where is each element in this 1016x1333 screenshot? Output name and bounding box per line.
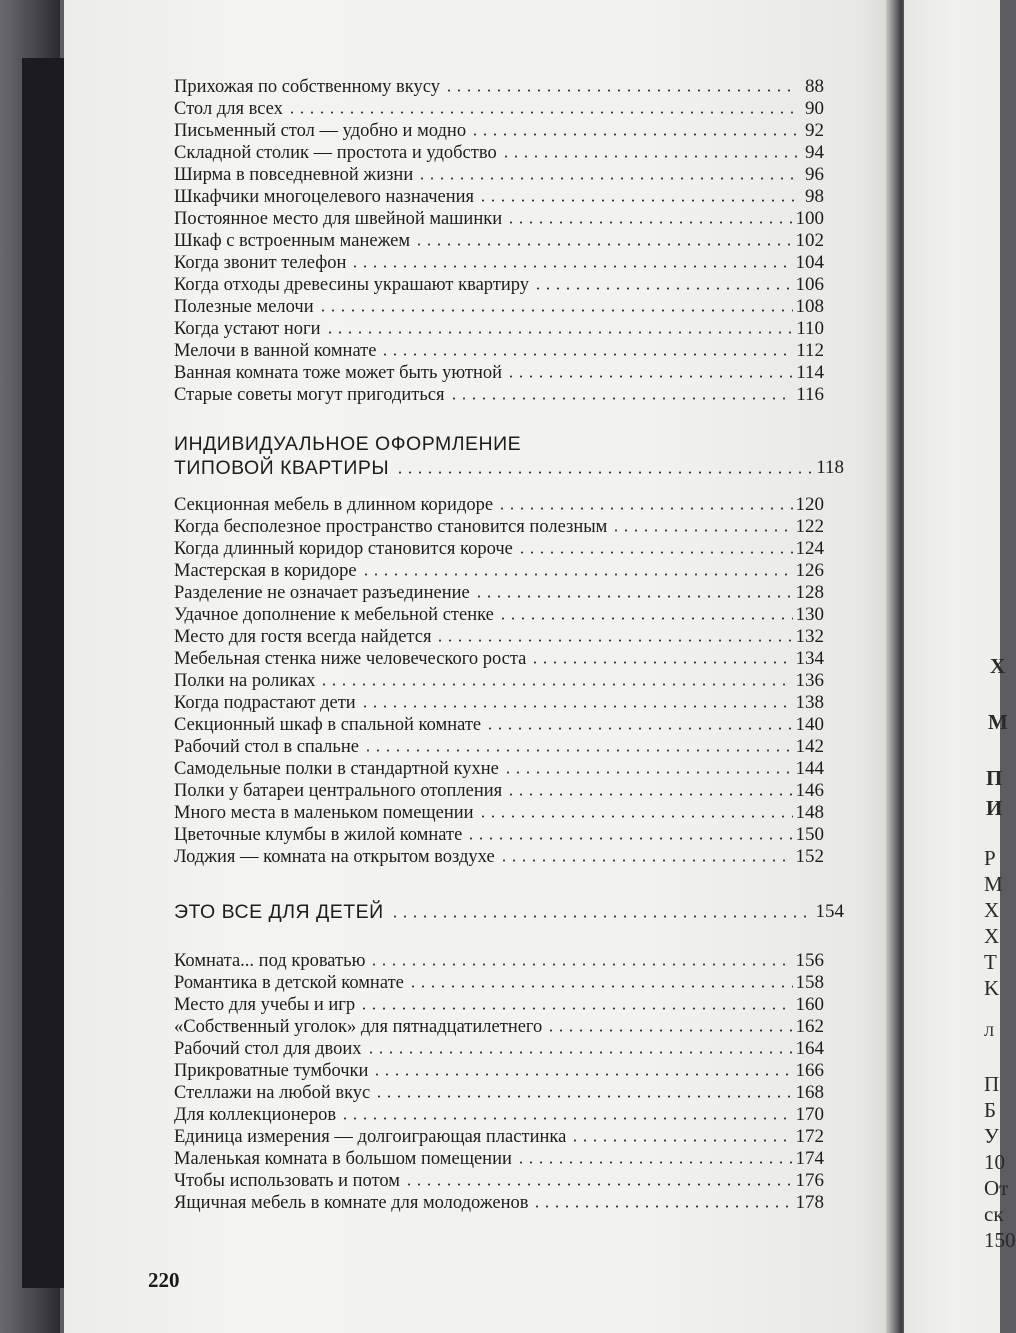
- section-heading-row: [174, 900, 844, 924]
- dot-leader: [287, 111, 797, 114]
- toc-entry-title: Полки на роликах: [174, 671, 316, 691]
- section-heading: ЭТО ВСЕ ДЛЯ ДЕТЕЙ: [174, 901, 384, 923]
- toc-entry-page: 158: [795, 972, 824, 993]
- toc-entry: [174, 780, 824, 802]
- toc-entry-page: 162: [795, 1016, 824, 1037]
- toc-entry-page: 96: [805, 164, 824, 185]
- toc-entry: [174, 972, 824, 994]
- toc-entry: [174, 582, 824, 604]
- right-fragment: От: [984, 1176, 1009, 1200]
- section-heading: ИНДИВИДУАЛЬНОЕ ОФОРМЛЕНИЕ: [174, 433, 522, 455]
- toc-entry-title: Мастерская в коридоре: [174, 561, 357, 581]
- toc-entry-title: Рабочий стол для двоих: [174, 1039, 362, 1059]
- toc-entry-page: 130: [795, 604, 824, 625]
- dot-leader: [506, 375, 793, 378]
- toc-entry-title: Полезные мелочи: [174, 297, 314, 317]
- dot-leader: [611, 529, 792, 532]
- right-fragment: M: [988, 710, 1008, 734]
- dot-leader: [380, 353, 793, 356]
- right-fragment: T: [984, 950, 997, 974]
- toc-entry-page: 112: [796, 340, 824, 361]
- toc-entry-title: Старые советы могут пригодиться: [174, 385, 445, 405]
- toc-entry: [174, 1082, 824, 1104]
- section-page: 154: [815, 901, 844, 922]
- dot-leader: [499, 859, 793, 862]
- section-heading: ТИПОВОЙ КВАРТИРЫ: [174, 457, 390, 479]
- toc-entry-title: Мебельная стенка ниже человеческого роста: [174, 649, 527, 669]
- toc-entry-page: 100: [795, 208, 824, 229]
- toc-entry-title: Ящичная мебель в комнате для молодоженов: [174, 1193, 529, 1213]
- toc-entry-title: Место для гостя всегда найдется: [174, 627, 432, 647]
- toc-entry: [174, 692, 824, 714]
- toc-entry-page: 124: [795, 538, 824, 559]
- toc-entry-page: 172: [795, 1126, 824, 1147]
- right-fragment: X: [990, 654, 1006, 678]
- dot-leader: [570, 1139, 792, 1142]
- dot-leader: [369, 963, 792, 966]
- toc-entry-title: Полки у батареи центрального отопления: [174, 781, 503, 801]
- toc-entry-title: Единица измерения — долгоиграющая пластинка: [174, 1127, 567, 1147]
- toc-entry-title: Удачное дополнение к мебельной стенке: [174, 605, 494, 625]
- dot-leader: [340, 1117, 792, 1120]
- toc-entry-page: 98: [805, 186, 824, 207]
- toc-entry: [174, 230, 824, 252]
- toc-entry-page: 146: [795, 780, 824, 801]
- toc-entry: [174, 208, 824, 230]
- toc-entry: [174, 120, 824, 142]
- toc-entry: [174, 604, 824, 626]
- toc-entry-page: 104: [795, 252, 824, 273]
- toc-entry-page: 132: [795, 626, 824, 647]
- toc-entry-page: 174: [795, 1148, 824, 1169]
- toc-entry: [174, 1016, 824, 1038]
- toc-entry-title: Постоянное место для швейной машинки: [174, 209, 503, 229]
- dot-leader: [506, 221, 792, 224]
- section-page: 118: [816, 457, 844, 478]
- dot-leader: [318, 309, 793, 312]
- section-heading-row: [174, 456, 844, 480]
- toc-entry-page: 144: [795, 758, 824, 779]
- dot-leader: [478, 815, 793, 818]
- dot-leader: [497, 507, 792, 510]
- toc-entry-title: Рабочий стол в спальне: [174, 737, 359, 757]
- toc-entry-page: 134: [795, 648, 824, 669]
- toc-entry-title: Чтобы использовать и потом: [174, 1171, 400, 1191]
- toc-entry-title: Письменный стол — удобно и модно: [174, 121, 467, 141]
- dot-leader: [319, 683, 792, 686]
- toc-entry: [174, 994, 824, 1016]
- toc-entry: [174, 1170, 824, 1192]
- right-fragment: K: [984, 976, 1000, 1000]
- toc-entry-page: 166: [795, 1060, 824, 1081]
- toc-entry-title: Когда подрастают дети: [174, 693, 356, 713]
- dot-leader: [466, 837, 792, 840]
- dot-leader: [361, 573, 793, 576]
- page-number: 220: [148, 1268, 180, 1292]
- toc-entry-page: 142: [795, 736, 824, 757]
- toc-entry-title: Маленькая комната в большом помещении: [174, 1149, 512, 1169]
- toc-entry-page: 152: [795, 846, 824, 867]
- toc-entry: [174, 252, 824, 274]
- toc-entry: [174, 736, 824, 758]
- toc-entry-title: Романтика в детской комнате: [174, 973, 404, 993]
- right-fragment: 10: [984, 1150, 1005, 1174]
- toc-entry-title: Лоджия — комната на открытом воздухе: [174, 847, 495, 867]
- toc-entry-page: 168: [795, 1082, 824, 1103]
- toc-entry-page: 94: [805, 142, 824, 163]
- toc-entry-page: 90: [805, 98, 824, 119]
- toc-entry: [174, 296, 824, 318]
- dot-leader: [516, 1161, 793, 1164]
- toc-entry-page: 176: [795, 1170, 824, 1191]
- toc-entry-title: Прикроватные тумбочки: [174, 1061, 369, 1081]
- toc-entry-title: Для коллекционеров: [174, 1105, 337, 1125]
- dot-leader: [532, 1205, 792, 1208]
- toc-entry-page: 108: [795, 296, 824, 317]
- dot-leader: [470, 133, 797, 136]
- dot-leader: [395, 471, 813, 474]
- toc-entry-page: 122: [795, 516, 824, 537]
- toc-entry: [174, 1126, 824, 1148]
- toc-entry: [174, 494, 824, 516]
- toc-entry: [174, 670, 824, 692]
- toc-entry: [174, 824, 824, 846]
- dot-leader: [546, 1029, 792, 1032]
- toc-entry: [174, 362, 824, 384]
- dot-leader: [390, 915, 813, 918]
- toc-entry-page: 164: [795, 1038, 824, 1059]
- dot-leader: [408, 985, 793, 988]
- right-fragment: П: [984, 1072, 1000, 1096]
- toc-entry-page: 136: [795, 670, 824, 691]
- toc-entry: [174, 142, 824, 164]
- dot-leader: [359, 1007, 792, 1010]
- toc-entry: [174, 340, 824, 362]
- toc-entry: [174, 758, 824, 780]
- toc-entry: [174, 1038, 824, 1060]
- dot-leader: [372, 1073, 792, 1076]
- right-fragment: У: [984, 1124, 999, 1148]
- toc-entry: [174, 714, 824, 736]
- toc-entry: [174, 186, 824, 208]
- right-fragment: П: [986, 766, 1003, 790]
- toc-entry-title: Прихожая по собственному вкусу: [174, 77, 440, 97]
- toc-entry-page: 114: [796, 362, 824, 383]
- right-fragment: P: [984, 846, 996, 870]
- dot-leader: [360, 705, 793, 708]
- toc-entry: [174, 384, 824, 406]
- dot-leader: [363, 749, 793, 752]
- toc-entry: [174, 538, 824, 560]
- toc-entry-title: Шкафчики многоцелевого назначения: [174, 187, 475, 207]
- toc-entry: [174, 648, 824, 670]
- toc-entry-title: Стол для всех: [174, 99, 283, 119]
- right-fragment: Б: [984, 1098, 997, 1122]
- toc-entry: [174, 516, 824, 538]
- dot-leader: [417, 177, 797, 180]
- toc-entry-title: Ширма в повседневной жизни: [174, 165, 414, 185]
- dot-leader: [501, 155, 797, 158]
- dot-leader: [503, 771, 793, 774]
- toc-entry-title: Шкаф с встроенным манежем: [174, 231, 411, 251]
- toc-entry: [174, 802, 824, 824]
- toc-entry-title: Мелочи в ванной комнате: [174, 341, 377, 361]
- dot-leader: [533, 287, 792, 290]
- dot-leader: [449, 397, 794, 400]
- toc-entry-page: 120: [795, 494, 824, 515]
- toc-entry-title: Самодельные полки в стандартной кухне: [174, 759, 499, 779]
- toc-entry-page: 126: [795, 560, 824, 581]
- toc-entry: [174, 318, 824, 340]
- toc-entry: [174, 950, 824, 972]
- toc-entry-page: 140: [795, 714, 824, 735]
- toc-entry-title: Когда устают ноги: [174, 319, 321, 339]
- dot-leader: [374, 1095, 792, 1098]
- toc-entry-title: Много места в маленьком помещении: [174, 803, 474, 823]
- dot-leader: [350, 265, 792, 268]
- toc-entry-title: Комната... под кроватью: [174, 951, 366, 971]
- toc-entry: [174, 1192, 824, 1214]
- toc-entry-page: 106: [795, 274, 824, 295]
- toc-entry-title: Стеллажи на любой вкус: [174, 1083, 371, 1103]
- toc-entry-page: 92: [805, 120, 824, 141]
- dot-leader: [506, 793, 792, 796]
- dot-leader: [404, 1183, 793, 1186]
- right-fragment: X: [984, 924, 1000, 948]
- toc-entry-title: «Собственный уголок» для пятнадцатилетнего: [174, 1017, 543, 1037]
- toc-entry-title: Место для учебы и игр: [174, 995, 356, 1015]
- toc-entry-title: Когда бесполезное пространство становится полезным: [174, 517, 608, 537]
- toc-entry-title: Ванная комната тоже может быть уютной: [174, 363, 503, 383]
- right-fragment: ск: [984, 1202, 1004, 1226]
- right-fragment: X: [984, 898, 1000, 922]
- dot-leader: [498, 617, 793, 620]
- toc-entry-page: 128: [795, 582, 824, 603]
- dot-leader: [414, 243, 792, 246]
- dot-leader: [435, 639, 792, 642]
- toc-entry-title: Секционный шкаф в спальной комнате: [174, 715, 482, 735]
- toc-entry: [174, 1148, 824, 1170]
- toc-entry-page: 150: [795, 824, 824, 845]
- toc-entry: [174, 1060, 824, 1082]
- toc-entry: [174, 274, 824, 296]
- toc-entry: [174, 560, 824, 582]
- toc-entry-page: 116: [796, 384, 824, 405]
- toc-entry: [174, 164, 824, 186]
- toc-entry: [174, 98, 824, 120]
- toc-entry-title: Секционная мебель в длинном коридоре: [174, 495, 494, 515]
- toc-entry-page: 102: [795, 230, 824, 251]
- toc-entry: [174, 76, 824, 98]
- right-fragment: M: [984, 872, 1003, 896]
- toc-entry-title: Когда звонит телефон: [174, 253, 347, 273]
- toc-entry-title: Когда отходы древесины украшают квартиру: [174, 275, 530, 295]
- toc-entry-title: Цветочные клумбы в жилой комнате: [174, 825, 463, 845]
- dot-leader: [474, 595, 793, 598]
- toc-entry-page: 88: [805, 76, 824, 97]
- toc-entry-page: 160: [795, 994, 824, 1015]
- toc-entry-title: Когда длинный коридор становится короче: [174, 539, 513, 559]
- dot-leader: [485, 727, 792, 730]
- toc-entry: [174, 1104, 824, 1126]
- dot-leader: [325, 331, 794, 334]
- dot-leader: [366, 1051, 793, 1054]
- toc-entry: [174, 626, 824, 648]
- dot-leader: [530, 661, 792, 664]
- toc-entry-page: 110: [796, 318, 824, 339]
- toc-entry-page: 156: [795, 950, 824, 971]
- dot-leader: [478, 199, 797, 202]
- right-fragment: Л: [984, 1024, 995, 1040]
- dot-leader: [517, 551, 793, 554]
- right-fragment: И: [986, 796, 1003, 820]
- toc-entry-page: 170: [795, 1104, 824, 1125]
- right-fragment: 150: [984, 1228, 1016, 1252]
- toc-entry-page: 138: [795, 692, 824, 713]
- toc-entry-title: Складной столик — простота и удобство: [174, 143, 497, 163]
- dot-leader: [444, 89, 797, 92]
- toc-entry: [174, 846, 824, 868]
- toc-entry-page: 148: [795, 802, 824, 823]
- toc-entry-title: Разделение не означает разъединение: [174, 583, 470, 603]
- toc-entry-page: 178: [795, 1192, 824, 1213]
